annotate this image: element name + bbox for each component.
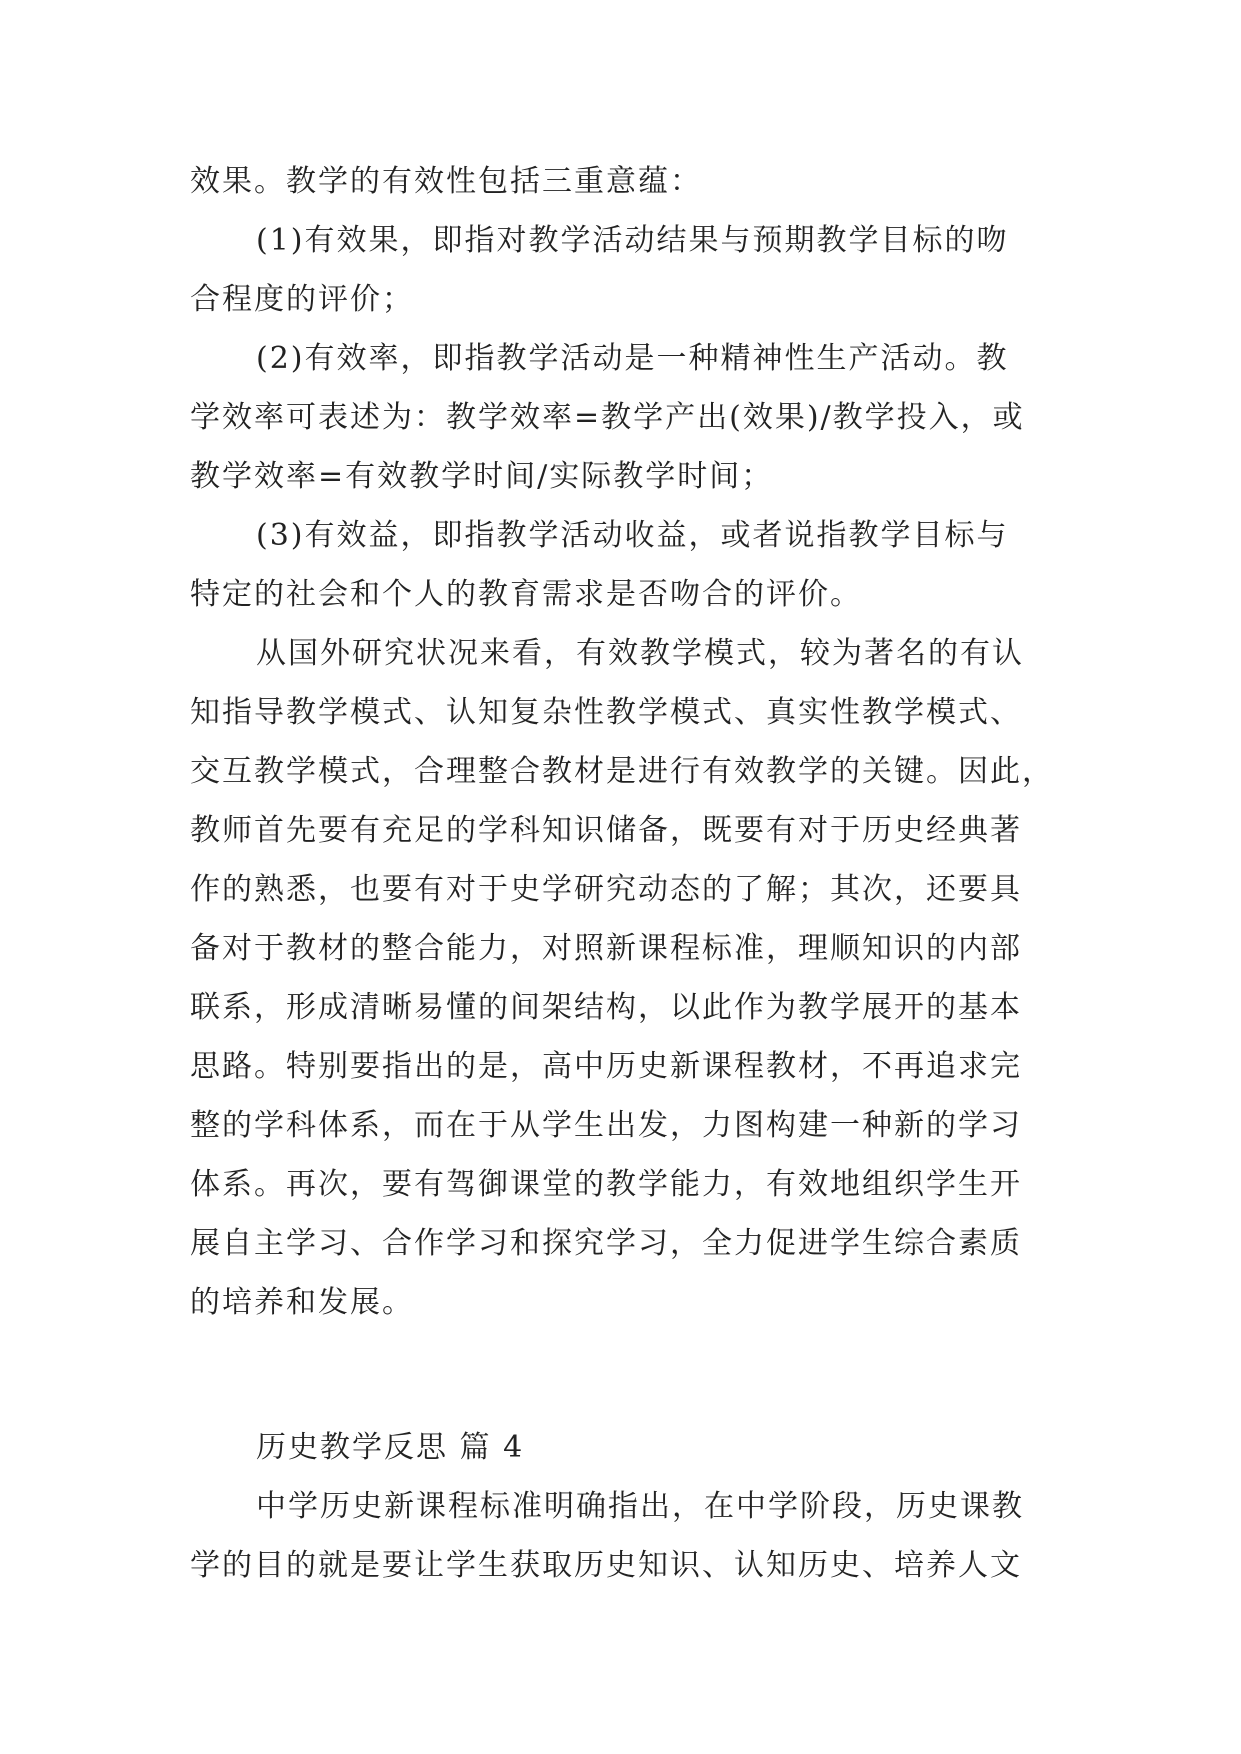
paragraph-line: 思路。特别要指出的是，高中历史新课程教材，不再追求完 [190,1049,1022,1084]
list-item-line: (2)有效率，即指教学活动是一种精神性生产活动。教 [256,341,1009,376]
paragraph-line: 整的学科体系，而在于从学生出发，力图构建一种新的学习 [190,1108,1022,1143]
list-item-line: (3)有效益，即指教学活动收益，或者说指教学目标与 [256,518,1009,553]
paragraph-line: 效果。教学的有效性包括三重意蕴： [190,164,702,199]
paragraph-line: 中学历史新课程标准明确指出，在中学阶段，历史课教 [256,1489,1024,1524]
paragraph-line: 知指导教学模式、认知复杂性教学模式、真实性教学模式、 [190,695,1022,730]
list-item-line: 特定的社会和个人的教育需求是否吻合的评价。 [190,577,862,612]
section-gap [190,1332,1056,1418]
paragraph-line: 联系，形成清晰易懂的间架结构，以此作为教学展开的基本 [190,990,1022,1025]
paragraph-line: 体系。再次，要有驾御课堂的教学能力，有效地组织学生开 [190,1167,1022,1202]
paragraph-line: 的培养和发展。 [190,1285,414,1320]
paragraph-line: 学的目的就是要让学生获取历史知识、认知历史、培养人文 [190,1548,1022,1583]
paragraph-line: 备对于教材的整合能力，对照新课程标准，理顺知识的内部 [190,931,1022,966]
list-item-line: 学效率可表述为：教学效率=教学产出(效果)/教学投入，或 [190,400,1025,435]
paragraph-line: 交互教学模式，合理整合教材是进行有效教学的关键。因此， [190,754,1054,789]
list-item-line: 合程度的评价； [190,282,414,317]
list-item-line: 教学效率=有效教学时间/实际教学时间； [190,459,774,494]
list-item-line: (1)有效果，即指对教学活动结果与预期教学目标的吻 [256,223,1009,258]
paragraph-line: 展自主学习、合作学习和探究学习，全力促进学生综合素质 [190,1226,1022,1261]
document-body [190,152,1056,1595]
paragraph-line: 从国外研究状况来看，有效教学模式，较为著名的有认 [256,636,1024,671]
paragraph-line: 教师首先要有充足的学科知识储备，既要有对于历史经典著 [190,813,1022,848]
section-heading: 历史教学反思 篇 4 [256,1430,525,1465]
paragraph-line: 作的熟悉，也要有对于史学研究动态的了解；其次，还要具 [190,872,1022,907]
